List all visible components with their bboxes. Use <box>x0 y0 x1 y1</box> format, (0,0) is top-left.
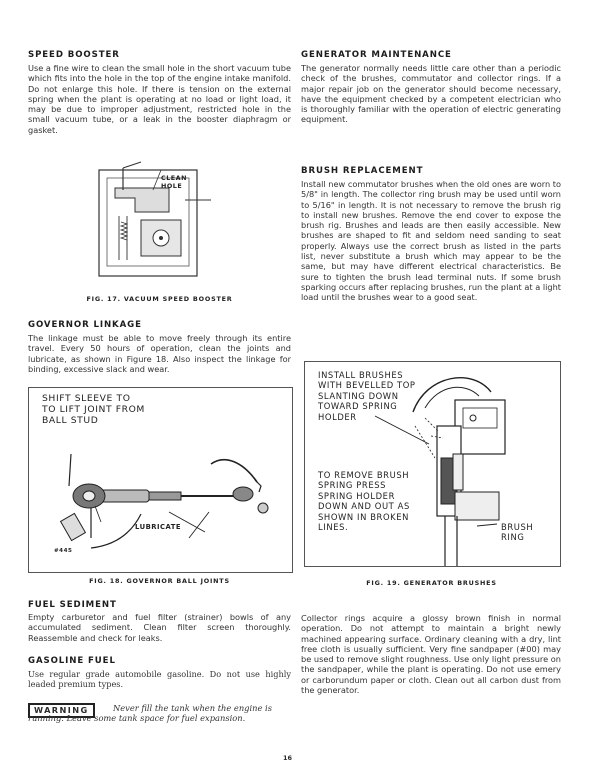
figure-17 <box>97 166 209 286</box>
warning-text: Never fill the tank when the engine is running. Leave some tank space for fuel expansion. <box>28 703 272 724</box>
fig18-callout-lubricate: LUBRICATE <box>135 523 182 531</box>
generator-maintenance-body: The generator normally needs little care other than a periodic check of the brushes, commutator and collector rings. If a major repair job on the generator should become necessary, have the equipment checked by a competent electrician who is thoroughly familiar with the operation of electric generating equipment. <box>301 63 561 125</box>
warning-label: WARNING <box>28 703 95 718</box>
page-number: 16 <box>283 754 293 762</box>
generator-maintenance-heading: GENERATOR MAINTENANCE <box>301 50 452 60</box>
figure-18 <box>28 387 293 573</box>
gasoline-fuel-body: Use regular grade automobile gasoline. Do not use highly leaded premium types. <box>28 669 291 690</box>
figure-19 <box>304 361 561 567</box>
fig17-callout-clean-hole: CLEAN HOLE <box>161 174 187 190</box>
governor-linkage-body: The linkage must be able to move freely through its entire travel. Every 50 hours of operation, clean the joints and lubricate, as shown in Figure 18. Also inspect the linkage for binding, excessive slack and wear. <box>28 333 291 374</box>
fig18-caption: FIG. 18. GOVERNOR BALL JOINTS <box>89 577 230 585</box>
fuel-sediment-section <box>28 600 291 643</box>
governor-linkage-section <box>28 320 291 374</box>
brush-replacement-heading: BRUSH REPLACEMENT <box>301 166 424 176</box>
fig17-caption: FIG. 17. VACUUM SPEED BOOSTER <box>86 295 233 303</box>
fig18-callout-shift-sleeve: SHIFT SLEEVE TO TO LIFT JOINT FROM BALL STUD <box>42 393 145 426</box>
collector-rings-body: Collector rings acquire a glossy brown finish in normal operation. Do not attempt to maintain a bright newly machined appearing surface. Ordinary cleaning with a dry, lint free cloth is usually sufficient. Very fine sandpaper (#00) may be used to remove slight roughness. Use only light pressure on the sandpaper, while the plant is operating. Do not use emery or carborundum paper or cloth. Clean out all carbon dust from the generator. <box>301 613 561 696</box>
speed-booster-body: Use a fine wire to clean the small hole in the short vacuum tube which fits into the hole in the top of the engine intake manifold. Do not enlarge this hole. If there is tension on the external spring when the plant is operating at no load or light load, it may be due to improper adjustment, restricted hole in the small vacuum tube, or a leak in the booster diaphragm or gasket. <box>28 63 292 135</box>
speed-booster-heading: SPEED BOOSTER <box>28 50 120 60</box>
governor-linkage-heading: GOVERNOR LINKAGE <box>28 320 142 330</box>
fig19-callout-brush-ring: BRUSH RING <box>501 522 534 543</box>
gasoline-fuel-heading: GASOLINE FUEL <box>28 656 116 666</box>
fig19-callout-remove-brush: TO REMOVE BRUSH SPRING PRESS SPRING HOLDER DOWN AND OUT AS SHOWN IN BROKEN LINES. <box>318 470 410 533</box>
fig18-part-number: #445 <box>54 548 73 554</box>
fuel-sediment-heading: FUEL SEDIMENT <box>28 600 117 610</box>
fuel-sediment-body: Empty carburetor and fuel filter (strainer) bowls of any accumulated sediment. Clean filter screen thoroughly. Reassemble and check for leaks. <box>28 612 291 643</box>
fig19-callout-install-brushes: INSTALL BRUSHES WITH BEVELLED TOP SLANTING DOWN TOWARD SPRING HOLDER <box>318 370 416 422</box>
speed-booster-section <box>28 50 291 135</box>
gasoline-fuel-section <box>28 656 291 690</box>
brush-replacement-body: Install new commutator brushes when the old ones are worn to 5/8" in length. The collector ring brush may be used until worn to 5/16" in length. It is not necessary to remove the brush rig to install new brushes. Remove the end cover to expose the brush rig. Brushes and leads are then easily accessible. New brushes are shaped to fit and seldom need sanding to seat properly. Always use the correct brush as listed in the parts list, never substitute a brush which may appear to be the same, but may have different electrical characteristics. Be sure to tighten the brush lead terminal nuts. If some brush sparking occurs after replacing brushes, run the plant at a light load until the brushes wear to a good seat. <box>301 179 561 303</box>
collector-rings-section <box>301 613 561 695</box>
fig19-caption: FIG. 19. GENERATOR BRUSHES <box>366 579 497 587</box>
generator-maintenance-section <box>301 50 561 125</box>
brush-replacement-section <box>301 166 561 303</box>
